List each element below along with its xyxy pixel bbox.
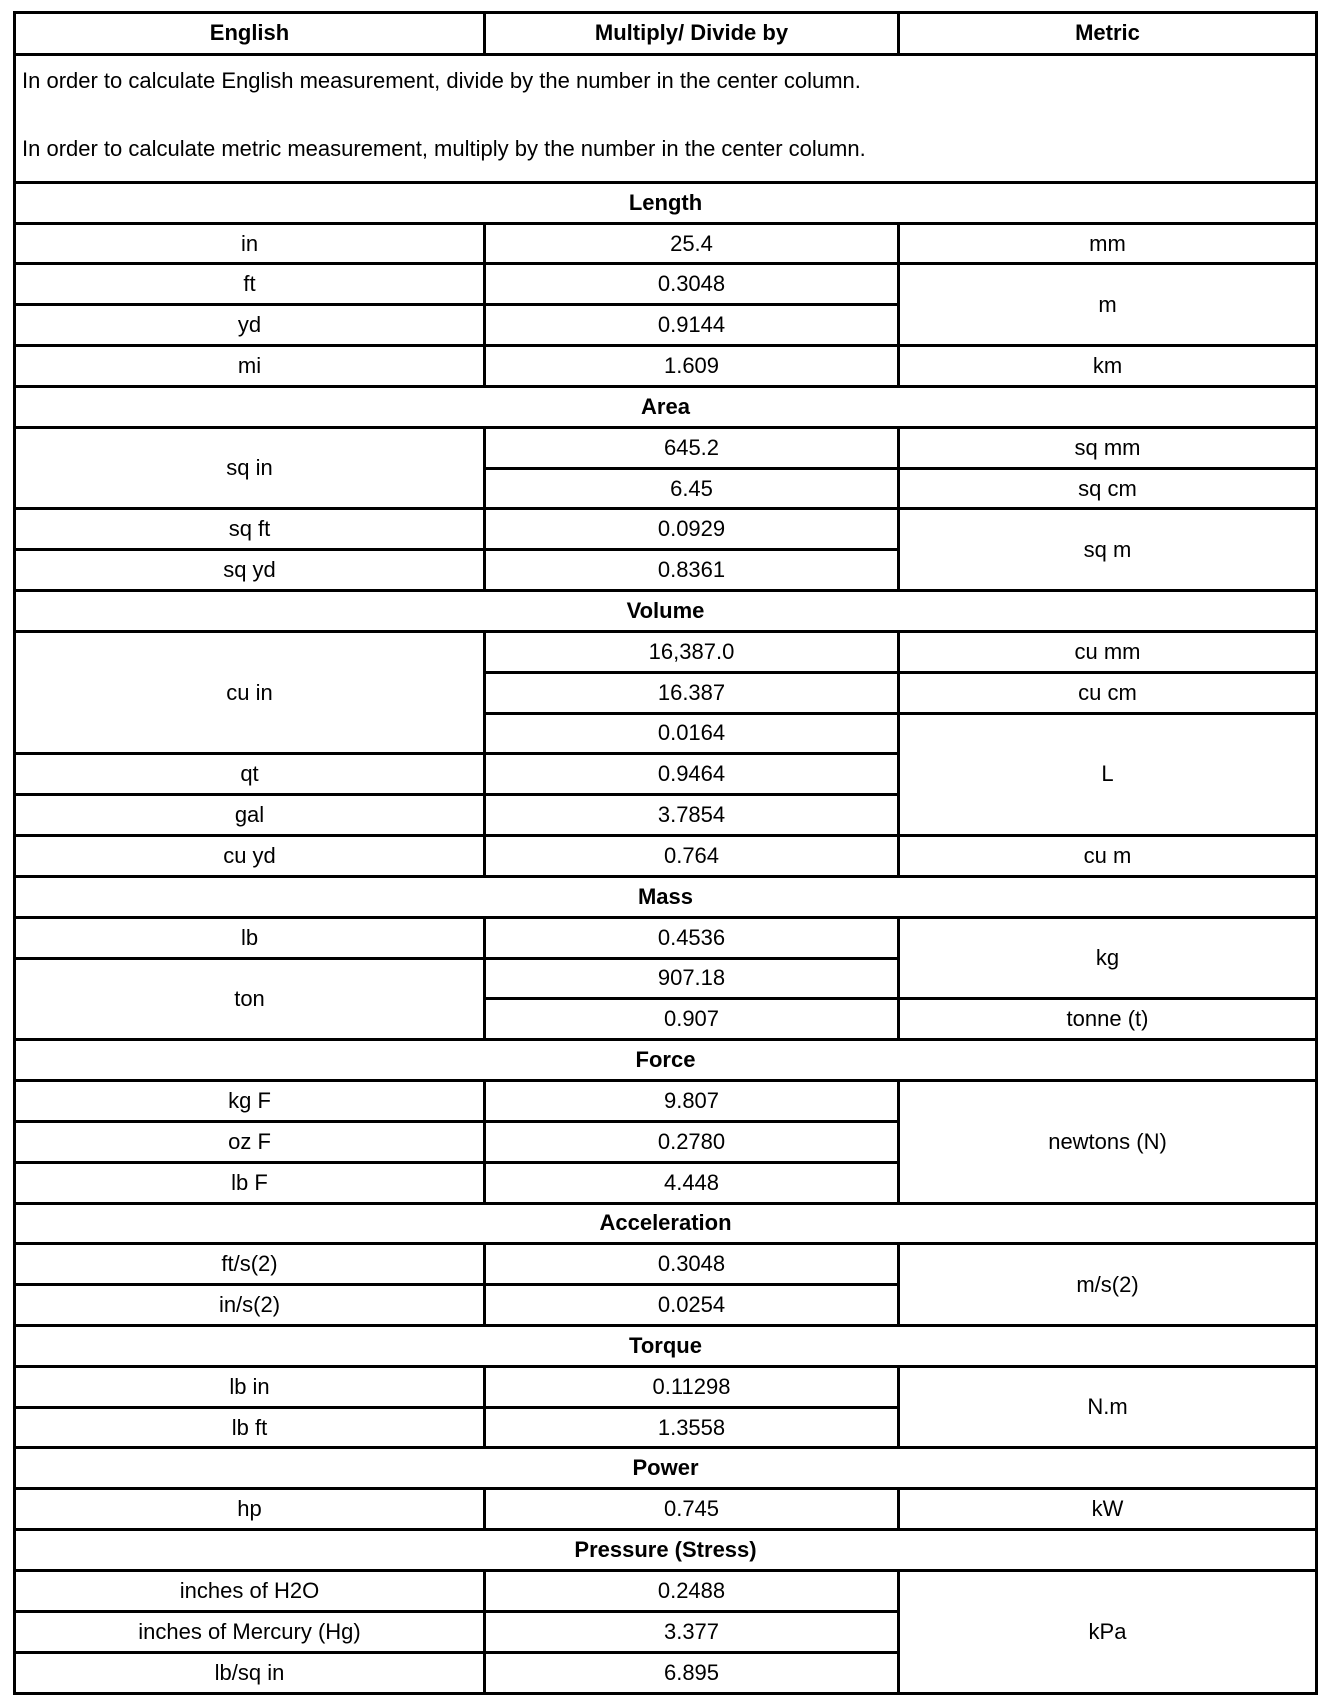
conversion-factor: 907.18 — [485, 958, 899, 999]
english-unit: qt — [15, 754, 485, 795]
english-unit: sq ft — [15, 509, 485, 550]
conversion-factor: 0.3048 — [485, 264, 899, 305]
metric-unit: newtons (N) — [899, 1081, 1317, 1203]
english-unit: yd — [15, 305, 485, 346]
conversion-factor: 645.2 — [485, 427, 899, 468]
english-unit: lb ft — [15, 1407, 485, 1448]
conversion-factor: 0.745 — [485, 1489, 899, 1530]
metric-unit: kg — [899, 917, 1317, 999]
metric-unit: kW — [899, 1489, 1317, 1530]
english-unit: hp — [15, 1489, 485, 1530]
section-title-torque: Torque — [15, 1325, 1317, 1366]
english-unit: ft/s(2) — [15, 1244, 485, 1285]
section-title-length: Length — [15, 182, 1317, 223]
conversion-factor: 0.0164 — [485, 713, 899, 754]
metric-unit: cu m — [899, 836, 1317, 877]
english-unit: lb in — [15, 1366, 485, 1407]
section-title-area: Area — [15, 386, 1317, 427]
header-factor: Multiply/ Divide by — [485, 13, 899, 55]
english-unit: lb F — [15, 1162, 485, 1203]
english-unit: lb/sq in — [15, 1652, 485, 1693]
metric-unit: sq cm — [899, 468, 1317, 509]
section-title-acceleration: Acceleration — [15, 1203, 1317, 1244]
english-unit: mi — [15, 346, 485, 387]
section-title-pressure: Pressure (Stress) — [15, 1530, 1317, 1571]
conversion-factor: 16.387 — [485, 672, 899, 713]
english-unit: inches of Mercury (Hg) — [15, 1611, 485, 1652]
instruction-english: In order to calculate English measurement, divide by the number in the center column. — [22, 67, 861, 93]
metric-unit: cu cm — [899, 672, 1317, 713]
header-metric: Metric — [899, 13, 1317, 55]
instruction-metric: In order to calculate metric measurement, multiply by the number in the center column. — [22, 135, 866, 161]
conversion-factor: 0.907 — [485, 999, 899, 1040]
instructions — [15, 54, 1317, 182]
metric-unit: sq m — [899, 509, 1317, 591]
english-unit: sq in — [15, 427, 485, 509]
conversion-factor: 1.609 — [485, 346, 899, 387]
english-unit: in — [15, 223, 485, 264]
section-title-volume: Volume — [15, 591, 1317, 632]
english-unit: inches of H2O — [15, 1570, 485, 1611]
conversion-factor: 4.448 — [485, 1162, 899, 1203]
conversion-factor: 16,387.0 — [485, 631, 899, 672]
section-title-force: Force — [15, 1040, 1317, 1081]
conversion-factor: 0.9464 — [485, 754, 899, 795]
conversion-factor: 0.0254 — [485, 1285, 899, 1326]
conversion-factor: 0.764 — [485, 836, 899, 877]
metric-unit: m/s(2) — [899, 1244, 1317, 1326]
conversion-factor: 0.3048 — [485, 1244, 899, 1285]
english-unit: oz F — [15, 1121, 485, 1162]
conversion-factor: 0.2780 — [485, 1121, 899, 1162]
metric-unit: cu mm — [899, 631, 1317, 672]
metric-unit: m — [899, 264, 1317, 346]
conversion-factor: 0.2488 — [485, 1570, 899, 1611]
metric-unit: kPa — [899, 1570, 1317, 1693]
conversion-factor: 0.8361 — [485, 550, 899, 591]
metric-unit: mm — [899, 223, 1317, 264]
conversion-factor: 0.0929 — [485, 509, 899, 550]
conversion-factor: 0.11298 — [485, 1366, 899, 1407]
english-unit: in/s(2) — [15, 1285, 485, 1326]
conversion-factor: 9.807 — [485, 1081, 899, 1122]
conversion-factor: 3.7854 — [485, 795, 899, 836]
conversion-factor: 1.3558 — [485, 1407, 899, 1448]
header-english: English — [15, 13, 485, 55]
conversion-table — [13, 11, 1318, 1695]
metric-unit: L — [899, 713, 1317, 835]
metric-unit: sq mm — [899, 427, 1317, 468]
section-title-mass: Mass — [15, 876, 1317, 917]
english-unit: sq yd — [15, 550, 485, 591]
conversion-factor: 3.377 — [485, 1611, 899, 1652]
english-unit: ft — [15, 264, 485, 305]
metric-unit: km — [899, 346, 1317, 387]
metric-unit: N.m — [899, 1366, 1317, 1448]
conversion-factor: 25.4 — [485, 223, 899, 264]
section-title-power: Power — [15, 1448, 1317, 1489]
english-unit: gal — [15, 795, 485, 836]
conversion-factor: 6.895 — [485, 1652, 899, 1693]
conversion-factor: 0.9144 — [485, 305, 899, 346]
conversion-factor: 0.4536 — [485, 917, 899, 958]
english-unit: kg F — [15, 1081, 485, 1122]
english-unit: cu in — [15, 631, 485, 753]
english-unit: ton — [15, 958, 485, 1040]
english-unit: cu yd — [15, 836, 485, 877]
metric-unit: tonne (t) — [899, 999, 1317, 1040]
conversion-factor: 6.45 — [485, 468, 899, 509]
english-unit: lb — [15, 917, 485, 958]
